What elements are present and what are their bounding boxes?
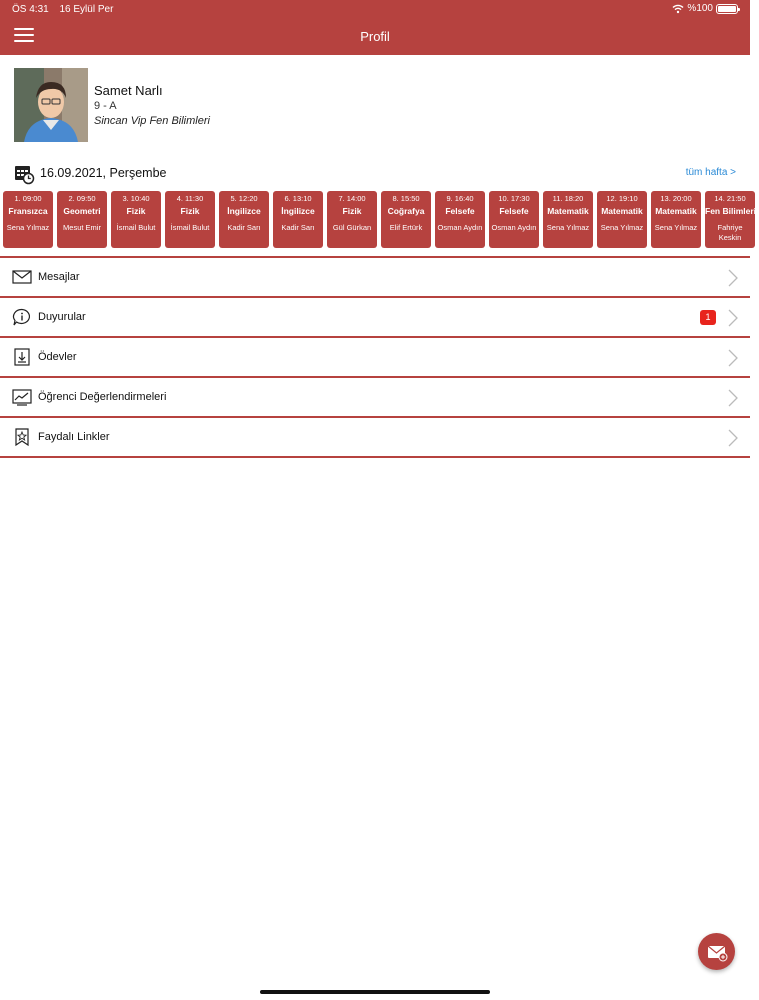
- schedule-header: [14, 164, 736, 184]
- lesson-tile[interactable]: [651, 191, 701, 248]
- lesson-tile[interactable]: [705, 191, 755, 248]
- lesson-time: 10. 17:30: [498, 194, 530, 203]
- lesson-tile[interactable]: [543, 191, 593, 248]
- lesson-subject: Felsefe: [499, 206, 529, 216]
- lesson-tile[interactable]: [273, 191, 323, 248]
- lesson-subject: İngilizce: [281, 206, 315, 216]
- lesson-tile[interactable]: [165, 191, 215, 248]
- menu-list: [0, 256, 750, 458]
- calendar-clock-icon: [14, 164, 34, 184]
- schedule-date: 16.09.2021, Perşembe: [40, 166, 167, 180]
- lesson-subject: Fen Bilimleri: [705, 206, 757, 216]
- lesson-tile[interactable]: [57, 191, 107, 248]
- lesson-time: 8. 15:50: [392, 194, 420, 203]
- chevron-right-icon: [728, 309, 738, 327]
- lesson-tile[interactable]: [381, 191, 431, 248]
- lesson-teacher: Osman Aydın: [437, 223, 483, 232]
- student-school: Sincan Vip Fen Bilimleri: [94, 115, 210, 127]
- lesson-subject: Fizik: [342, 206, 362, 216]
- menu-item-messages[interactable]: [0, 256, 750, 296]
- lesson-subject: Geometri: [63, 206, 101, 216]
- lesson-subject: Matematik: [601, 206, 643, 216]
- status-date: 16 Eylül Per: [59, 4, 114, 15]
- lesson-subject: Matematik: [655, 206, 697, 216]
- lesson-teacher: Osman Aydın: [491, 223, 537, 232]
- menu-item-useful-links[interactable]: [0, 416, 750, 458]
- lesson-strip[interactable]: [3, 191, 757, 249]
- home-indicator: [260, 990, 490, 994]
- chevron-right-icon: [728, 389, 738, 407]
- lesson-subject: Matematik: [547, 206, 589, 216]
- lesson-subject: Fizik: [126, 206, 146, 216]
- lesson-time: 4. 11:30: [176, 194, 204, 203]
- lesson-teacher: Sena Yılmaz: [654, 223, 698, 232]
- lesson-teacher: Sena Yılmaz: [546, 223, 590, 232]
- full-week-link[interactable]: tüm hafta >: [685, 167, 736, 178]
- student-class: 9 - A: [94, 100, 117, 112]
- lesson-tile[interactable]: [219, 191, 269, 248]
- menu-item-label: Ödevler: [38, 351, 77, 363]
- profile-card: [14, 68, 734, 144]
- lesson-tile[interactable]: [435, 191, 485, 248]
- lesson-time: 12. 19:10: [606, 194, 638, 203]
- lesson-teacher: Gül Gürkan: [332, 223, 372, 232]
- lesson-tile[interactable]: [3, 191, 53, 248]
- lesson-time: 7. 14:00: [338, 194, 366, 203]
- lesson-time: 13. 20:00: [660, 194, 692, 203]
- status-bar: [0, 0, 750, 20]
- nav-bar: [0, 20, 750, 55]
- menu-item-label: Öğrenci Değerlendirmeleri: [38, 391, 167, 403]
- lesson-teacher: Kadir Sarı: [227, 223, 261, 232]
- chevron-right-icon: [728, 429, 738, 447]
- lesson-teacher: Sena Yılmaz: [600, 223, 644, 232]
- lesson-time: 11. 18:20: [552, 194, 584, 203]
- lesson-tile[interactable]: [327, 191, 377, 248]
- chart-icon: [12, 388, 32, 406]
- lesson-time: 9. 16:40: [446, 194, 474, 203]
- lesson-teacher: Sena Yılmaz: [6, 223, 50, 232]
- lesson-teacher: Mesut Emir: [63, 223, 101, 232]
- student-name: Samet Narlı: [94, 83, 163, 98]
- lesson-time: 6. 13:10: [284, 194, 312, 203]
- lesson-subject: İngilizce: [227, 206, 261, 216]
- lesson-teacher: İsmail Bulut: [116, 223, 156, 232]
- envelope-icon: [12, 268, 32, 286]
- lesson-tile[interactable]: [489, 191, 539, 248]
- page-title: Profil: [360, 29, 390, 44]
- status-time: ÖS 4:31: [12, 4, 49, 15]
- menu-item-announcements[interactable]: [0, 296, 750, 336]
- lesson-subject: Felsefe: [445, 206, 475, 216]
- chevron-right-icon: [728, 269, 738, 287]
- lesson-time: 3. 10:40: [122, 194, 150, 203]
- lesson-time: 14. 21:50: [714, 194, 746, 203]
- lesson-teacher: Fahriye Keskin: [717, 223, 743, 242]
- battery-percent: %100: [687, 3, 713, 14]
- lesson-time: 2. 09:50: [68, 194, 96, 203]
- lesson-time: 1. 09:00: [14, 194, 42, 203]
- menu-item-label: Faydalı Linkler: [38, 431, 110, 443]
- avatar: [14, 68, 88, 142]
- menu-item-evaluations[interactable]: [0, 376, 750, 416]
- envelope-add-icon: [698, 933, 735, 970]
- wifi-icon: [672, 4, 684, 14]
- lesson-teacher: Elif Ertürk: [389, 223, 423, 232]
- menu-item-homework[interactable]: [0, 336, 750, 376]
- lesson-teacher: İsmail Bulut: [170, 223, 210, 232]
- menu-item-label: Mesajlar: [38, 271, 80, 283]
- lesson-subject: Fizik: [180, 206, 200, 216]
- bookmark-star-icon: [12, 428, 32, 446]
- lesson-teacher: Kadir Sarı: [281, 223, 315, 232]
- info-icon: [12, 308, 32, 326]
- menu-item-label: Duyurular: [38, 311, 86, 323]
- lesson-time: 5. 12:20: [230, 194, 258, 203]
- lesson-tile[interactable]: [597, 191, 647, 248]
- notification-badge: 1: [700, 310, 716, 325]
- battery-icon: [716, 4, 738, 14]
- download-icon: [12, 348, 32, 366]
- lesson-tile[interactable]: [111, 191, 161, 248]
- chevron-right-icon: [728, 349, 738, 367]
- compose-message-button[interactable]: [698, 933, 735, 970]
- lesson-subject: Fransızca: [8, 206, 48, 216]
- lesson-subject: Coğrafya: [387, 206, 425, 216]
